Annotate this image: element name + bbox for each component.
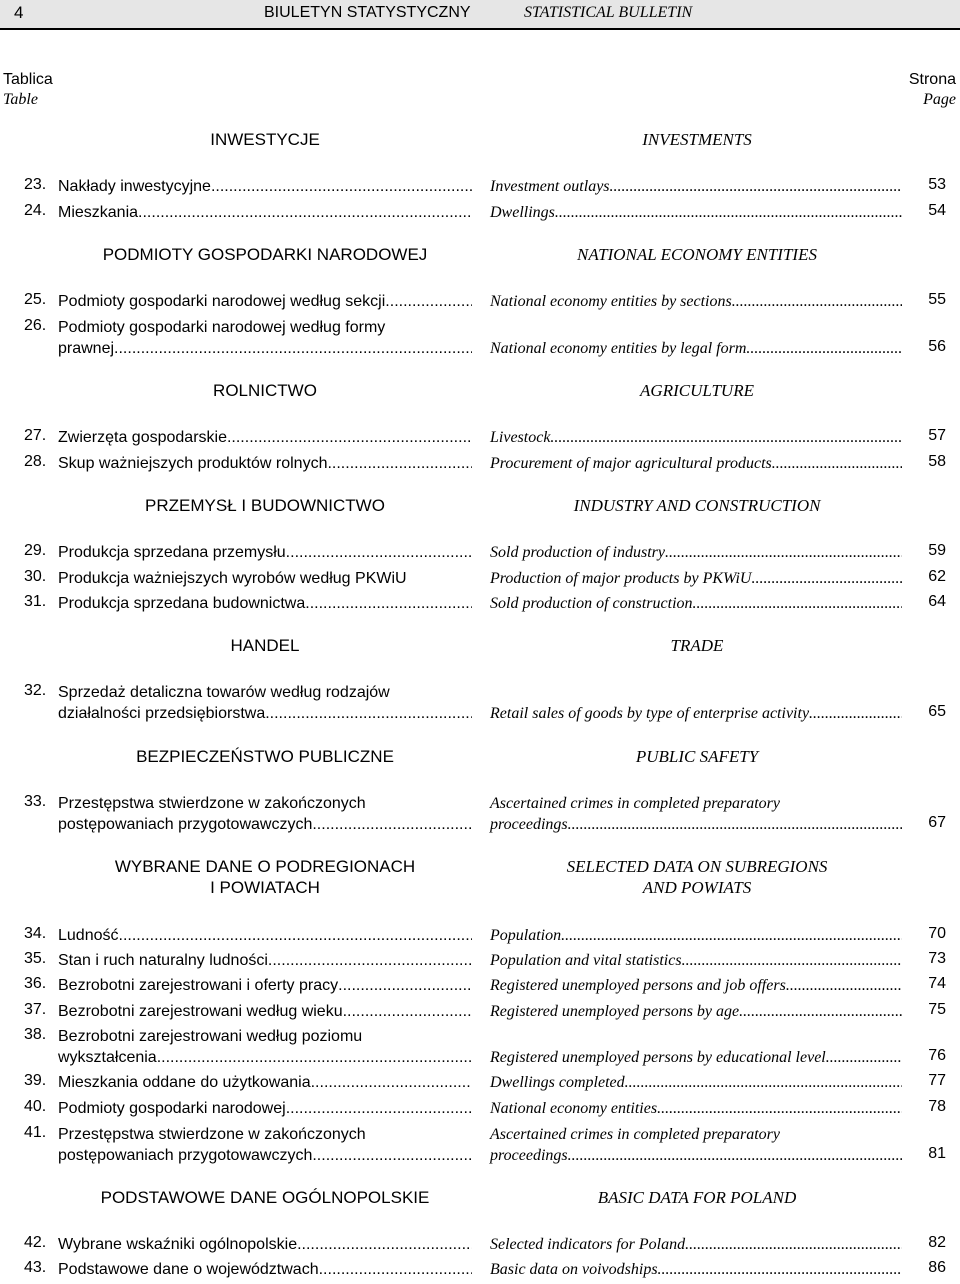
- entry-title-en[interactable]: Retail sales of goods by type of enterprise activity .....: [490, 703, 902, 724]
- page-number: 4: [14, 3, 24, 22]
- entry-page[interactable]: 74: [928, 975, 946, 992]
- entry-title-en[interactable]: Population .....: [490, 925, 902, 946]
- table-number: 37.: [24, 1001, 47, 1018]
- entry-page[interactable]: 57: [928, 427, 946, 444]
- entry-page[interactable]: 75: [928, 1001, 946, 1018]
- section-heading-pl: INWESTYCJE: [210, 130, 320, 149]
- table-number: 41.: [24, 1124, 47, 1141]
- bulletin-title-pl: BIULETYN STATYSTYCZNY: [264, 4, 471, 21]
- section-heading-en: [490, 856, 904, 898]
- entry-page[interactable]: 64: [928, 593, 946, 610]
- entry-title-pl[interactable]: Produkcja sprzedana przemysłu .....: [58, 542, 472, 563]
- entry-title-pl[interactable]: Przestępstwa stwierdzone w zakończonych postępowaniach przygotowawczych .....: [58, 1124, 472, 1166]
- entry-title-pl[interactable]: Sprzedaż detaliczna towarów według rodzajów działalności przedsiębiorstwa .....: [58, 682, 472, 724]
- entry-page[interactable]: 76: [928, 1047, 946, 1064]
- section-heading-en: BASIC DATA FOR POLAND: [597, 1188, 797, 1207]
- section-heading-pl: PRZEMYSŁ I BUDOWNICTWO: [145, 496, 385, 515]
- entry-title-en[interactable]: Registered unemployed persons and job offers .....: [490, 975, 902, 996]
- entry-page[interactable]: 59: [928, 542, 946, 559]
- table-number: 39.: [24, 1072, 47, 1089]
- entry-title-en[interactable]: Procurement of major agricultural products .....: [490, 453, 902, 474]
- page-label-en: Page: [923, 91, 956, 108]
- section-heading-en: AGRICULTURE: [640, 381, 754, 400]
- entry-title-pl[interactable]: Podmioty gospodarki narodowej .....: [58, 1098, 472, 1119]
- table-label-pl: Tablica: [3, 71, 53, 88]
- entry-title-pl[interactable]: Mieszkania .....: [58, 202, 472, 223]
- section-heading-line: SELECTED DATA ON SUBREGIONS: [566, 857, 828, 876]
- entry-page[interactable]: 81: [928, 1145, 946, 1162]
- table-number: 40.: [24, 1098, 47, 1115]
- table-number: 26.: [24, 317, 47, 334]
- entry-page[interactable]: 73: [928, 950, 946, 967]
- section-heading-line: AND POWIATS: [642, 878, 752, 897]
- table-number: 34.: [24, 925, 47, 942]
- table-number: 23.: [24, 176, 47, 193]
- entry-title-pl[interactable]: Bezrobotni zarejestrowani i oferty pracy .....: [58, 975, 472, 996]
- section-heading-pl: HANDEL: [230, 636, 300, 655]
- table-column-heading: [3, 70, 53, 110]
- section-heading-en: INVESTMENTS: [642, 130, 752, 149]
- table-number: 27.: [24, 427, 47, 444]
- table-number: 29.: [24, 542, 47, 559]
- entry-title-en[interactable]: Registered unemployed persons by age .....: [490, 1001, 902, 1022]
- section-heading-pl: PODMIOTY GOSPODARKI NARODOWEJ: [102, 245, 428, 264]
- entry-page[interactable]: 55: [928, 291, 946, 308]
- entry-page[interactable]: 58: [928, 453, 946, 470]
- table-number: 42.: [24, 1234, 47, 1251]
- section-heading-en: PUBLIC SAFETY: [635, 747, 759, 766]
- entry-title-pl[interactable]: Zwierzęta gospodarskie .....: [58, 427, 472, 448]
- entry-title-en[interactable]: Population and vital statistics .....: [490, 950, 902, 971]
- section-heading-en: NATIONAL ECONOMY ENTITIES: [577, 245, 817, 264]
- table-number: 28.: [24, 453, 47, 470]
- entry-title-pl[interactable]: Podstawowe dane o województwach .....: [58, 1259, 472, 1280]
- running-header: [0, 0, 960, 30]
- entry-title-en[interactable]: Sold production of construction .....: [490, 593, 902, 614]
- entry-title-en[interactable]: National economy entities by sections .....: [490, 291, 902, 312]
- table-number: 43.: [24, 1259, 47, 1276]
- entry-page[interactable]: 77: [928, 1072, 946, 1089]
- entry-title-en[interactable]: Production of major products by PKWiU .....: [490, 568, 902, 589]
- entry-title-en[interactable]: Ascertained crimes in completed preparatory proceedings .....: [490, 1124, 902, 1166]
- section-heading-line: I POWIATACH: [210, 878, 320, 897]
- entry-page[interactable]: 56: [928, 338, 946, 355]
- table-number: 36.: [24, 975, 47, 992]
- entry-page[interactable]: 78: [928, 1098, 946, 1115]
- section-heading-en: INDUSTRY AND CONSTRUCTION: [573, 496, 821, 515]
- entry-title-en[interactable]: Registered unemployed persons by educational level .....: [490, 1047, 902, 1068]
- entry-title-pl[interactable]: Nakłady inwestycyjne .....: [58, 176, 472, 197]
- entry-page[interactable]: 70: [928, 925, 946, 942]
- entry-title-en[interactable]: Dwellings completed .....: [490, 1072, 902, 1093]
- entry-title-pl[interactable]: Produkcja sprzedana budownictwa .....: [58, 593, 472, 614]
- entry-title-pl[interactable]: Ludność .....: [58, 925, 472, 946]
- table-number: 35.: [24, 950, 47, 967]
- entry-page[interactable]: 54: [928, 202, 946, 219]
- entry-title-en[interactable]: Sold production of industry .....: [490, 542, 902, 563]
- entry-title-en[interactable]: Selected indicators for Poland .....: [490, 1234, 902, 1255]
- section-heading-pl: PODSTAWOWE DANE OGÓLNOPOLSKIE: [100, 1188, 430, 1207]
- page-column-heading: [909, 70, 956, 110]
- section-heading-pl: [60, 856, 470, 898]
- entry-title-pl[interactable]: Wybrane wskaźniki ogólnopolskie .....: [58, 1234, 472, 1255]
- entry-title-pl[interactable]: Skup ważniejszych produktów rolnych .....: [58, 453, 472, 474]
- entry-title-en[interactable]: Basic data on voivodships .....: [490, 1259, 902, 1280]
- entry-title-pl[interactable]: Mieszkania oddane do użytkowania .....: [58, 1072, 472, 1093]
- table-number: 24.: [24, 202, 47, 219]
- table-number: 31.: [24, 593, 47, 610]
- entry-title-pl[interactable]: Produkcja ważniejszych wyrobów według PKWiU: [58, 570, 407, 587]
- entry-page[interactable]: 67: [928, 814, 946, 831]
- entry-title-pl[interactable]: Bezrobotni zarejestrowani według poziomu wykształcenia .....: [58, 1026, 472, 1068]
- entry-title-en[interactable]: National economy entities by legal form .....: [490, 338, 902, 359]
- table-number: 25.: [24, 291, 47, 308]
- entry-title-en[interactable]: Investment outlays .....: [490, 176, 902, 197]
- section-heading-pl: BEZPIECZEŃSTWO PUBLICZNE: [136, 747, 394, 766]
- entry-title-pl[interactable]: Przestępstwa stwierdzone w zakończonych postępowaniach przygotowawczych .....: [58, 793, 472, 835]
- table-number: 30.: [24, 568, 47, 585]
- table-number: 38.: [24, 1026, 47, 1043]
- table-label-en: Table: [3, 91, 38, 108]
- section-heading-en: TRADE: [670, 636, 724, 655]
- entry-title-en[interactable]: Livestock .....: [490, 427, 902, 448]
- entry-title-pl[interactable]: Podmioty gospodarki narodowej według formy prawnej .....: [58, 317, 472, 359]
- section-heading-pl: ROLNICTWO: [213, 381, 317, 400]
- entry-title-pl[interactable]: Podmioty gospodarki narodowej według sekcji .....: [58, 291, 472, 312]
- table-number: 33.: [24, 793, 47, 810]
- entry-title-en[interactable]: National economy entities .....: [490, 1098, 902, 1119]
- entry-page[interactable]: 86: [928, 1259, 946, 1276]
- table-number: 32.: [24, 682, 47, 699]
- entry-title-en[interactable]: Ascertained crimes in completed preparatory proceedings .....: [490, 793, 902, 835]
- bulletin-title-en: STATISTICAL BULLETIN: [524, 4, 693, 21]
- entry-title-pl[interactable]: Bezrobotni zarejestrowani według wieku .....: [58, 1001, 472, 1022]
- entry-title-pl[interactable]: Stan i ruch naturalny ludności .....: [58, 950, 472, 971]
- entry-page[interactable]: 53: [928, 176, 946, 193]
- entry-page[interactable]: 62: [928, 568, 946, 585]
- entry-page[interactable]: 82: [928, 1234, 946, 1251]
- page-label-pl: Strona: [908, 71, 956, 88]
- entry-title-en[interactable]: Dwellings .....: [490, 202, 902, 223]
- section-heading-line: WYBRANE DANE O PODREGIONACH: [114, 857, 416, 876]
- entry-page[interactable]: 65: [928, 703, 946, 720]
